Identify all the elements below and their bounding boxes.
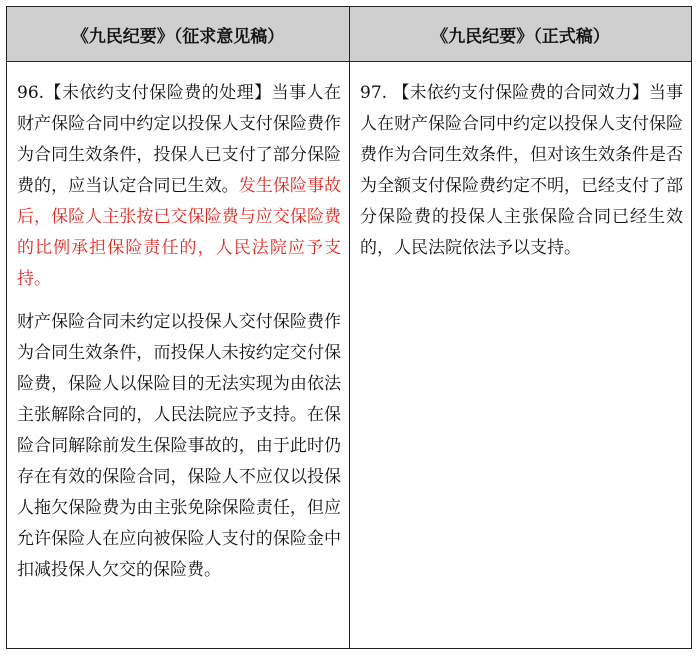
- header-final: [350, 7, 691, 62]
- comparison-table: [6, 6, 692, 649]
- header-final-text: 《九民纪要》（正式稿）: [431, 26, 610, 47]
- draft-p1-text: 96.【未依约支付保险费的处理】当事人在财产保险合同中约定以投保人支付保险费作为合同生效条件，投保人已支付了部分保险费的，应当认定合同已生效。: [17, 83, 341, 196]
- draft-paragraph-2: 财产保险合同未约定以投保人交付保险费作为合同生效条件，而投保人未按约定交付保险费，保险人以保险目的无法实现为由依法主张解除合同的，人民法院应予支持。在保险合同解除前发生保险事故的，由于此时仍存在有效的保险合同，保险人不应仅以投保人拖欠保险费为由主张免除保险责任，但应允许保险人在应向被保险人支付的保险金中扣减投保人欠交的保险费。: [17, 312, 341, 580]
- draft-p1-highlight: 发生保险事故后，保险人主张按已交保险费与应交保险费的比例承担保险责任的，人民法院应予支持。: [17, 176, 342, 289]
- header-draft: [7, 7, 350, 62]
- draft-cell: [7, 62, 350, 648]
- draft-paragraph-1: [17, 78, 341, 295]
- final-paragraph-1: 97. 【未依约支付保险费的合同效力】当事人在财产保险合同中约定以投保人支付保险费作为合同生效条件，但对该生效条件是否为全额支付保险费约定不明，已经支付了部分保险费的投保人主张保险合同已经生效的，人民法院依法予以支持。: [360, 83, 683, 258]
- final-cell: [350, 62, 691, 648]
- header-draft-text: 《九民纪要》（征求意见稿）: [71, 26, 285, 47]
